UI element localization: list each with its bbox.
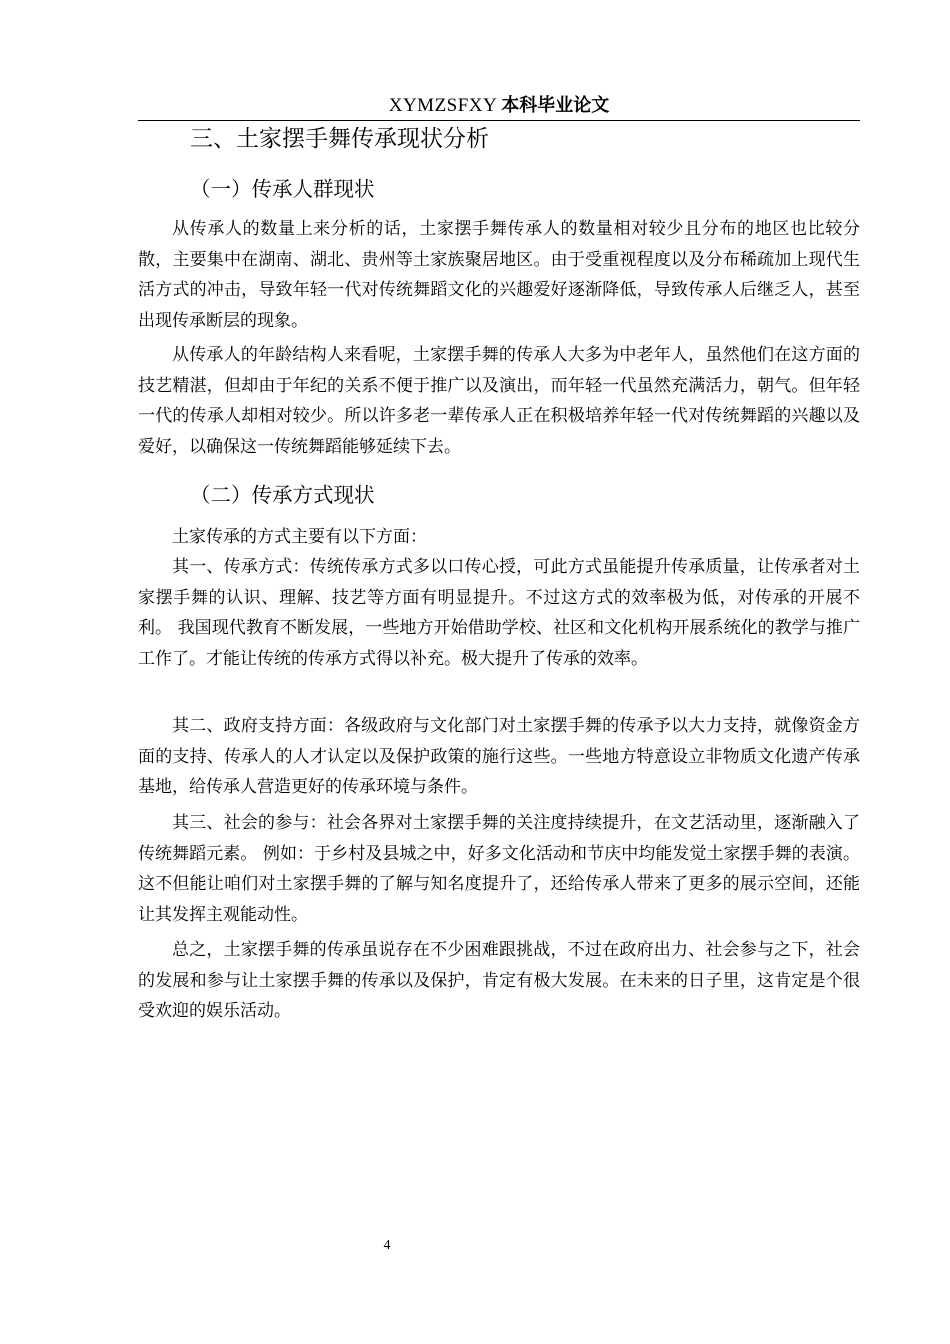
subsection-title-1: （一）传承人群现状: [190, 177, 375, 201]
paragraph: 从传承人的年龄结构人来看呢，土家摆手舞的传承人大多为中老年人，虽然他们在这方面的技艺精湛，但却由于年纪的关系不便于推广以及演出，而年轻一代虽然充满活力，朝气。但年轻一代的传承人却相对较少。所以许多老一辈传承人正在积极培养年轻一代对传统舞蹈的兴趣以及爱好，以确保这一传统舞蹈能够延续下去。: [138, 345, 860, 457]
paragraph: 土家传承的方式主要有以下方面：: [172, 527, 427, 547]
header-code: XYMZSFXY: [388, 95, 498, 116]
subsection-title-2: （二）传承方式现状: [190, 483, 375, 507]
paragraph: 其二、政府支持方面：各级政府与文化部门对土家摆手舞的传承予以大力支持，就像资金方面的支持、传承人的人才认定以及保护政策的施行这些。一些地方特意设立非物质文化遗产传承基地，给传承人营造更好的传承环境与条件。: [138, 716, 860, 797]
paragraph: 从传承人的数量上来分析的话，土家摆手舞传承人的数量相对较少且分布的地区也比较分散，主要集中在湖南、湖北、贵州等土家族聚居地区。由于受重视程度以及分布稀疏加上现代生活方式的冲击，导致年轻一代对传统舞蹈文化的兴趣爱好逐渐降低，导致传承人后继乏人，甚至出现传承断层的现象。: [138, 219, 860, 331]
paragraph: 其一、传承方式：传统传承方式多以口传心授，可此方式虽能提升传承质量，让传承者对土家摆手舞的认识、理解、技艺等方面有明显提升。不过这方式的效率极为低，对传承的开展不利。 我国现代教育不断发展，一些地方开始借助学校、社区和文化机构开展系统化的教学与推广工作了。才能让传统的传承方式得以补充。极大提升了传承的效率。: [138, 557, 860, 669]
header-divider: [138, 120, 860, 121]
paragraph: 总之，土家摆手舞的传承虽说存在不少困难跟挑战，不过在政府出力、社会参与之下，社会的发展和参与让土家摆手舞的传承以及保护，肯定有极大发展。在未来的日子里，这肯定是个很受欢迎的娱乐活动。: [138, 940, 860, 1021]
paragraph: 其三、社会的参与：社会各界对土家摆手舞的关注度持续提升，在文艺活动里，逐渐融入了传统舞蹈元素。 例如：于乡村及县城之中，好多文化活动和节庆中均能发觉土家摆手舞的表演。 这不但能让咱们对土家摆手舞的了解与知名度提升了，还给传承人带来了更多的展示空间，还能让其发挥主观能动性。: [138, 813, 860, 925]
page-number: 4: [383, 1238, 391, 1253]
running-header: [138, 92, 860, 119]
header-title: 本科毕业论文: [501, 95, 610, 116]
section-title: 三、土家摆手舞传承现状分析: [190, 126, 489, 152]
